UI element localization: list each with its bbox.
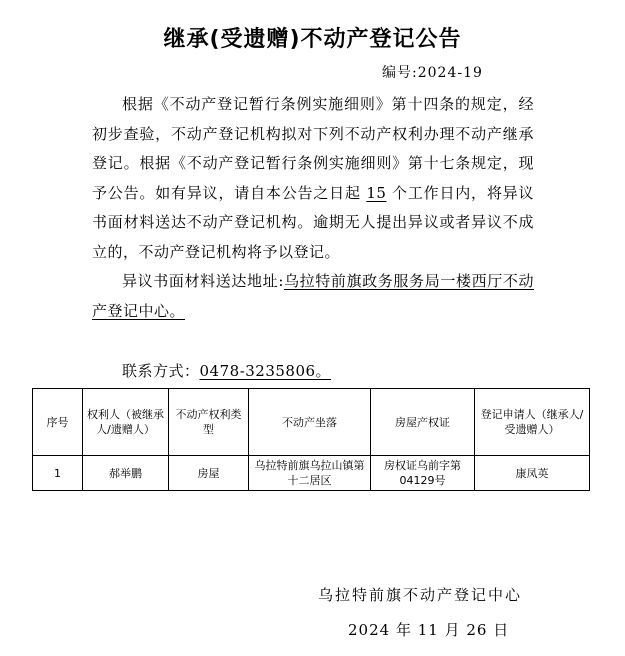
header-cell-right-type: 不动产权利类型 — [169, 389, 249, 456]
header-cell-index: 序号 — [33, 389, 83, 456]
cell-applicant: 康凤英 — [475, 456, 590, 491]
contact-line — [122, 360, 331, 381]
cell-location: 乌拉特前旗乌拉山镇第十二居区 — [249, 456, 371, 491]
address-value: 乌拉特前旗政务服务局一楼西厅不动产登记中心。 — [92, 272, 534, 320]
table-header-row — [33, 389, 590, 456]
table-row — [33, 456, 590, 491]
notice-paragraph-address — [92, 267, 534, 326]
contact-label: 联系方式： — [122, 362, 200, 380]
cell-index: 1 — [33, 456, 83, 491]
paragraph-text-prefix: 根据《不动产登记暂行条例实施细则》第十四条的规定，经初步查验，不动产登记机构拟对下列不动产权利办理不动产继承登记。根据《不动产登记暂行条例实施细则》第十七条规定，现予公告。如有异议，请自本公告之日起 — [92, 95, 534, 202]
notice-body — [92, 90, 534, 326]
notice-paragraph-main — [92, 90, 534, 267]
header-cell-location: 不动产坐落 — [249, 389, 371, 456]
issue-date: 2024 年 11 月 26 日 — [348, 621, 510, 639]
document-number: 编号:2024-19 — [382, 65, 483, 81]
address-label: 异议书面材料送达地址: — [122, 272, 284, 290]
cell-owner: 郝举鹏 — [83, 456, 169, 491]
registration-table — [32, 388, 590, 491]
issuing-organization: 乌拉特前旗不动产登记中心 — [318, 586, 523, 604]
paragraph-text-suffix: 个工作日内，将异议书面材料送达不动产登记机构。逾期无人提出异议或者异议不成立的，不动产登记机构将予以登记。 — [92, 183, 534, 261]
cell-right-type: 房屋 — [169, 456, 249, 491]
contact-phone: 0478-3235806。 — [199, 362, 332, 380]
cell-certificate: 房权证乌前字第04129号 — [371, 456, 475, 491]
header-cell-owner: 权利人（被继承人/遗赠人） — [83, 389, 169, 456]
header-cell-certificate: 房屋产权证 — [371, 389, 475, 456]
objection-days: 15 — [366, 183, 387, 202]
notice-title: 继承(受遗赠)不动产登记公告 — [163, 27, 462, 52]
header-cell-applicant: 登记申请人（继承人/受遗赠人） — [475, 389, 590, 456]
